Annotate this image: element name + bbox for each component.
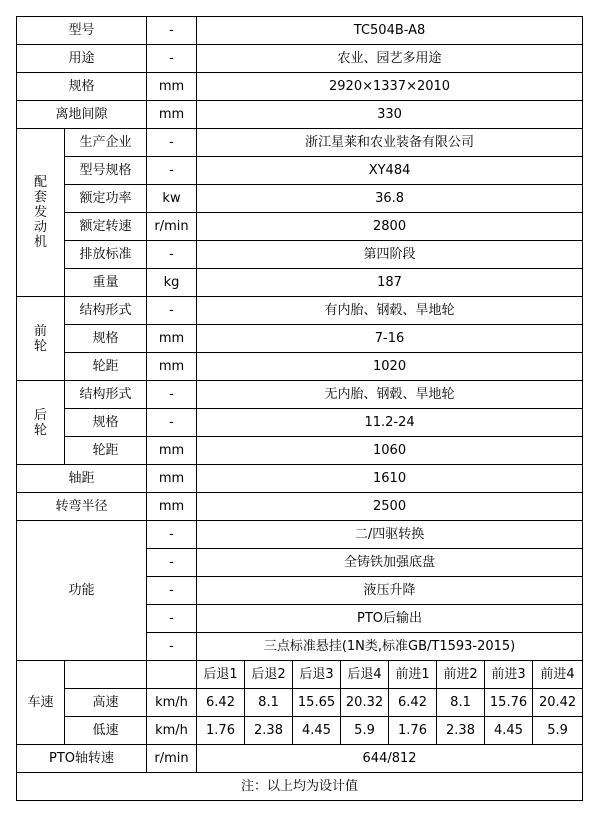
row-model: [17, 17, 583, 45]
unit-rear-track: mm: [147, 437, 197, 465]
row-rear-spec: [17, 409, 583, 437]
label-front-spec: 规格: [65, 325, 147, 353]
unit-rear-structure: -: [147, 381, 197, 409]
label-speed-low: 低速: [65, 717, 147, 745]
value-turning-radius: 2500: [197, 493, 583, 521]
speed-value: 5.9: [341, 717, 389, 745]
speed-value: 20.42: [533, 689, 583, 717]
unit-model: -: [147, 17, 197, 45]
value-rear-track: 1060: [197, 437, 583, 465]
spec-table: [16, 16, 583, 801]
value-engine-speed: 2800: [197, 213, 583, 241]
row-front-structure: [17, 297, 583, 325]
value-clearance: 330: [197, 101, 583, 129]
value-function: 液压升降: [197, 577, 583, 605]
label-model: 型号: [17, 17, 147, 45]
unit-speed-low: km/h: [147, 717, 197, 745]
unit-clearance: mm: [147, 101, 197, 129]
label-speed-high: 高速: [65, 689, 147, 717]
unit-function: -: [147, 549, 197, 577]
group-char: 前: [33, 323, 47, 339]
row-pto: [17, 745, 583, 773]
value-front-structure: 有内胎、钢毂、旱地轮: [197, 297, 583, 325]
speed-value: 8.1: [437, 689, 485, 717]
group-char: 轮: [33, 338, 47, 354]
group-char: 套: [33, 190, 47, 205]
value-engine-power: 36.8: [197, 185, 583, 213]
speed-value: 6.42: [197, 689, 245, 717]
label-rear-spec: 规格: [65, 409, 147, 437]
speed-value: 6.42: [389, 689, 437, 717]
value-wheelbase: 1610: [197, 465, 583, 493]
label-engine-speed: 额定转速: [65, 213, 147, 241]
gear-header: 前进3: [485, 661, 533, 689]
value-function: 全铸铁加强底盘: [197, 549, 583, 577]
label-clearance: 离地间隙: [17, 101, 147, 129]
value-engine-weight: 187: [197, 269, 583, 297]
unit-turning-radius: mm: [147, 493, 197, 521]
unit-wheelbase: mm: [147, 465, 197, 493]
row-engine-emission: [17, 241, 583, 269]
group-label-engine: [17, 129, 65, 297]
value-front-track: 1020: [197, 353, 583, 381]
gear-header: 后退3: [293, 661, 341, 689]
speed-value: 20.32: [341, 689, 389, 717]
row-engine-model: [17, 157, 583, 185]
speed-value: 4.45: [485, 717, 533, 745]
value-function: 二/四驱转换: [197, 521, 583, 549]
row-front-track: [17, 353, 583, 381]
row-engine-power: [17, 185, 583, 213]
value-usage: 农业、园艺多用途: [197, 45, 583, 73]
gear-header: 后退4: [341, 661, 389, 689]
row-engine-weight: [17, 269, 583, 297]
unit-function: -: [147, 633, 197, 661]
row-usage: [17, 45, 583, 73]
unit-spec: mm: [147, 73, 197, 101]
label-engine-weight: 重量: [65, 269, 147, 297]
unit-engine-model: -: [147, 157, 197, 185]
label-front-track: 轮距: [65, 353, 147, 381]
gear-header: 前进2: [437, 661, 485, 689]
group-char: 机: [33, 235, 47, 250]
value-rear-spec: 11.2-24: [197, 409, 583, 437]
unit-engine-speed: r/min: [147, 213, 197, 241]
label-engine-model: 型号规格: [65, 157, 147, 185]
unit-front-structure: -: [147, 297, 197, 325]
speed-value: 1.76: [197, 717, 245, 745]
row-clearance: [17, 101, 583, 129]
row-front-spec: [17, 325, 583, 353]
row-engine-speed: [17, 213, 583, 241]
row-rear-structure: [17, 381, 583, 409]
label-functions: 功能: [17, 521, 147, 661]
group-label-front-wheel: [17, 297, 65, 381]
value-model: TC504B-A8: [197, 17, 583, 45]
gear-header: 后退1: [197, 661, 245, 689]
row-speed-header: [17, 661, 583, 689]
row-engine-maker: [17, 129, 583, 157]
speed-header-blank: [65, 661, 147, 689]
group-char: 配: [33, 175, 47, 190]
label-turning-radius: 转弯半径: [17, 493, 147, 521]
row-turning-radius: [17, 493, 583, 521]
unit-engine-maker: -: [147, 129, 197, 157]
unit-engine-emission: -: [147, 241, 197, 269]
speed-value: 8.1: [245, 689, 293, 717]
row-function: [17, 521, 583, 549]
unit-function: -: [147, 521, 197, 549]
value-function: PTO后输出: [197, 605, 583, 633]
speed-header-blank: [147, 661, 197, 689]
group-char: 轮: [33, 422, 47, 438]
speed-value: 2.38: [245, 717, 293, 745]
label-engine-maker: 生产企业: [65, 129, 147, 157]
label-spec: 规格: [17, 73, 147, 101]
unit-usage: -: [147, 45, 197, 73]
unit-function: -: [147, 577, 197, 605]
speed-value: 15.76: [485, 689, 533, 717]
gear-header: 前进4: [533, 661, 583, 689]
group-char: 发: [33, 205, 47, 220]
label-engine-emission: 排放标准: [65, 241, 147, 269]
note-text: 注：以上均为设计值: [17, 773, 583, 801]
label-pto: PTO轴转速: [17, 745, 147, 773]
label-rear-track: 轮距: [65, 437, 147, 465]
row-speed-high: [17, 689, 583, 717]
gear-header: 前进1: [389, 661, 437, 689]
speed-value: 5.9: [533, 717, 583, 745]
row-spec: [17, 73, 583, 101]
unit-pto: r/min: [147, 745, 197, 773]
unit-speed-high: km/h: [147, 689, 197, 717]
value-front-spec: 7-16: [197, 325, 583, 353]
row-rear-track: [17, 437, 583, 465]
unit-front-spec: mm: [147, 325, 197, 353]
value-engine-emission: 第四阶段: [197, 241, 583, 269]
label-speed: 车速: [17, 661, 65, 745]
row-speed-low: [17, 717, 583, 745]
speed-value: 15.65: [293, 689, 341, 717]
label-engine-power: 额定功率: [65, 185, 147, 213]
label-wheelbase: 轴距: [17, 465, 147, 493]
speed-value: 2.38: [437, 717, 485, 745]
row-wheelbase: [17, 465, 583, 493]
value-function: 三点标准悬挂(1N类,标准GB/T1593-2015): [197, 633, 583, 661]
unit-engine-weight: kg: [147, 269, 197, 297]
row-note: [17, 773, 583, 801]
unit-engine-power: kw: [147, 185, 197, 213]
value-engine-model: XY484: [197, 157, 583, 185]
group-char: 动: [33, 220, 47, 235]
unit-function: -: [147, 605, 197, 633]
unit-rear-spec: -: [147, 409, 197, 437]
value-spec: 2920×1337×2010: [197, 73, 583, 101]
speed-value: 4.45: [293, 717, 341, 745]
speed-value: 1.76: [389, 717, 437, 745]
label-front-structure: 结构形式: [65, 297, 147, 325]
unit-front-track: mm: [147, 353, 197, 381]
value-pto: 644/812: [197, 745, 583, 773]
group-label-rear-wheel: [17, 381, 65, 465]
label-usage: 用途: [17, 45, 147, 73]
value-engine-maker: 浙江星莱和农业装备有限公司: [197, 129, 583, 157]
value-rear-structure: 无内胎、钢毂、旱地轮: [197, 381, 583, 409]
label-rear-structure: 结构形式: [65, 381, 147, 409]
gear-header: 后退2: [245, 661, 293, 689]
group-char: 后: [33, 407, 47, 423]
